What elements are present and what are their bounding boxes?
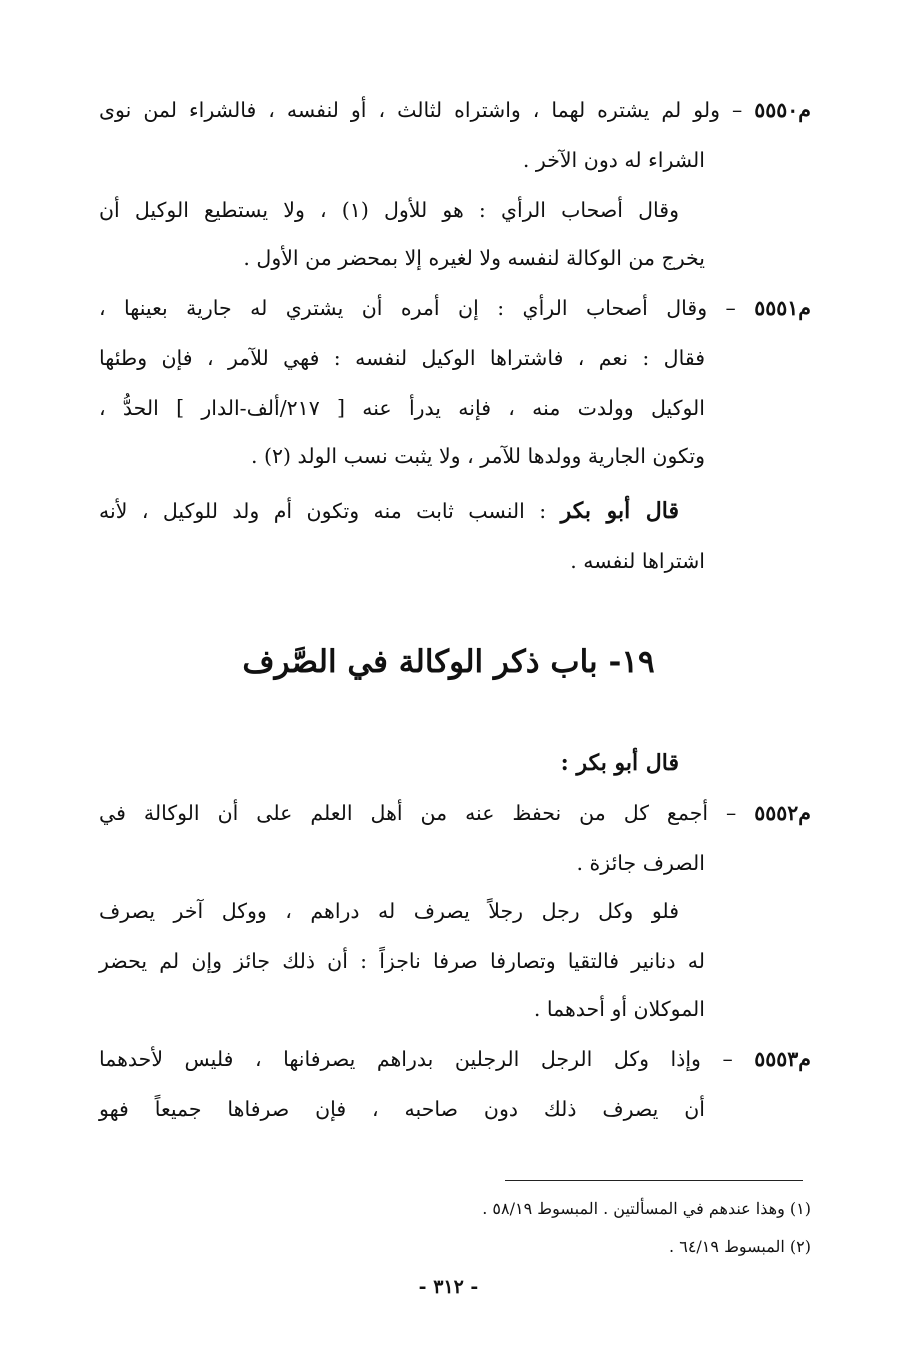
entry-text: – وإذا وكل الرجل الرجلين بدراهم يصرفانها ، فليس لأحدهما — [99, 1047, 733, 1071]
footnote-text: وهذا عندهم في المسألتين . المبسوط ٥٨/١٩ . — [482, 1199, 785, 1218]
entry-number: م٥٥٥٠ — [754, 98, 811, 122]
entry-5552-line-2: الصرف جائزة . — [576, 851, 705, 875]
entry-5552-line-1 — [99, 798, 811, 828]
entry-5552-para2-line-1: فلو وكل رجل رجلاً يصرف له دراهم ، ووكل آخر يصرف — [99, 899, 679, 923]
footnote-mark: (٢) — [789, 1237, 811, 1256]
entry-text: – أجمع كل من نحفظ عنه من أهل العلم على أن الوكالة في — [99, 801, 737, 825]
footnote-text: المبسوط ٦٤/١٩ . — [669, 1237, 785, 1256]
entry-text: – ولو لم يشتره لهما ، واشتراه لثالث ، أو لنفسه ، فالشراء لمن نوى — [99, 98, 743, 122]
footnote-1 — [482, 1196, 811, 1222]
intro-author-line: قال أبو بكر : — [560, 750, 679, 776]
entry-text: – وقال أصحاب الرأي : إن أمره أن يشتري له جارية بعينها ، — [99, 296, 736, 320]
entry-5551-line-1 — [99, 293, 811, 323]
para-text: : النسب ثابت منه وتكون أم ولد للوكيل ، لأنه — [99, 499, 547, 523]
entry-5550-para2-line-1: وقال أصحاب الرأي : هو للأول (١) ، ولا يستطيع الوكيل أن — [99, 198, 679, 222]
entry-number: م٥٥٥١ — [754, 296, 811, 320]
entry-number: م٥٥٥٢ — [754, 801, 811, 825]
entry-5550-line-2: الشراء له دون الآخر . — [522, 148, 705, 172]
entry-5551-para2-line-2: اشتراها لنفسه . — [570, 549, 705, 573]
entry-5550-line-1 — [99, 95, 811, 125]
footnote-separator — [505, 1180, 803, 1181]
entry-5552-para2-line-3: الموكلان أو أحدهما . — [533, 997, 705, 1021]
entry-5551-line-4: وتكون الجارية وولدها للآمر ، ولا يثبت نسب الولد (٢) . — [251, 444, 705, 468]
entry-number: م٥٥٥٣ — [754, 1047, 811, 1071]
entry-5551-line-2: فقال : نعم ، فاشتراها الوكيل لنفسه : فهي للآمر ، فإن وطئها — [99, 346, 705, 370]
entry-5553-line-1 — [99, 1044, 811, 1074]
entry-5551-line-3: الوكيل وولدت منه ، فإنه يدرأ عنه [ ٢١٧/ألف-الدار ] الحدُّ ، — [99, 396, 705, 420]
entry-5552-para2-line-2: له دنانير فالتقيا وتصارفا صرفا ناجزاً : أن ذلك جائز وإن لم يحضر — [99, 949, 705, 973]
page-number: - ٣١٢ - — [418, 1276, 479, 1298]
author-lead: قال أبو بكر — [560, 498, 679, 524]
footnote-mark: (١) — [789, 1199, 811, 1218]
chapter-heading: ١٩- باب ذكر الوكالة في الصَّرف — [242, 644, 655, 680]
entry-5551-para2-line-1 — [99, 496, 679, 526]
entry-5550-para2-line-2: يخرج من الوكالة لنفسه ولا لغيره إلا بمحضر من الأول . — [243, 246, 705, 270]
entry-5553-line-2: أن يصرف ذلك دون صاحبه ، فإن صرفاها جميعاً فهو — [99, 1097, 705, 1121]
footnote-2 — [669, 1234, 811, 1260]
